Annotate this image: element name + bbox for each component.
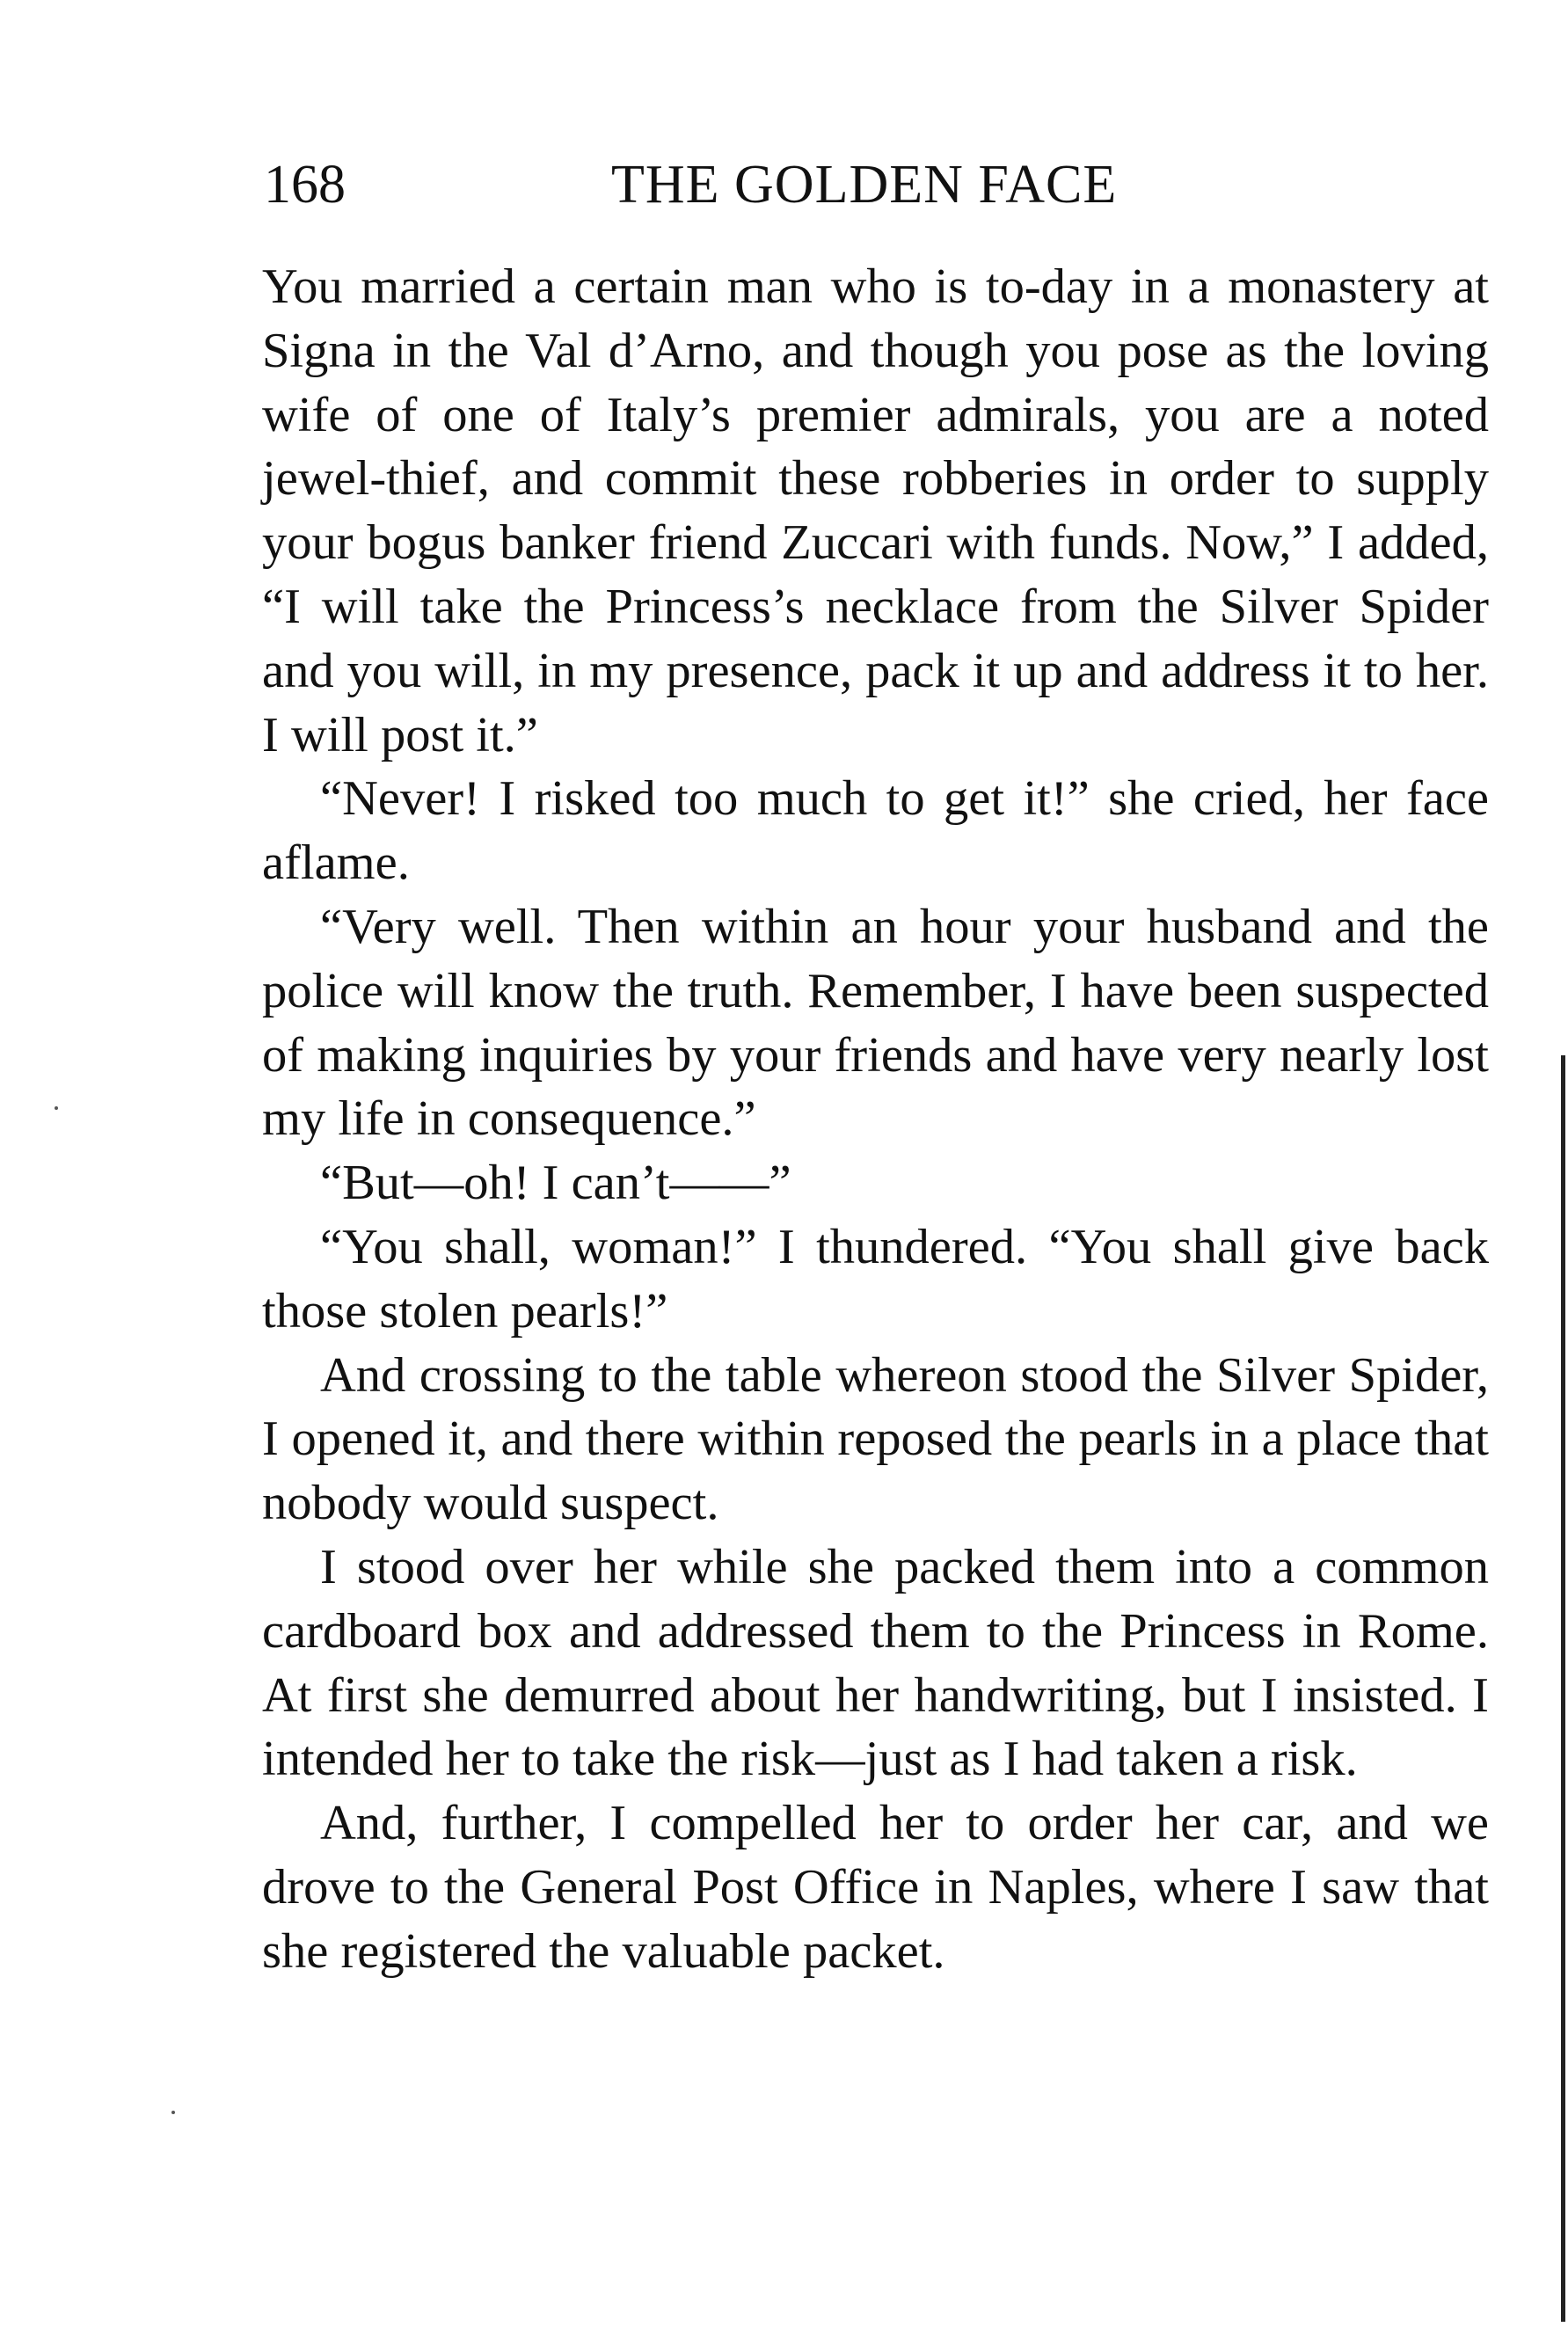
paragraph-6: And crossing to the table whereon stood the Silver Spider, I opened it, and there within reposed the pearls in a place that nobody would suspect. [262,1347,1489,1531]
paragraph-8: And, further, I compelled her to order her car, and we drove to the General Post Office in Naples, where I saw that she registered the valuable packet. [262,1796,1489,1979]
paragraph-2: “Never! I risked too much to get it!” she cried, her face aflame. [262,771,1489,891]
scan-speck [171,2111,175,2114]
paragraph-1: You married a certain man who is to-day in a monastery at Signa in the Val d’Arno, and though you pose as the loving wife of one of Italy’s premier admirals, you are a noted jewel-thief, and commit these robberies in order to supply your bogus banker friend Zuccari with funds. Now,” I added, “I will take the Princess’s necklace from the Silver Spider and you will, in my presence, pack it up and address it to her. I will post it.” [262,259,1489,762]
page-header [264,154,1486,233]
body-text [262,255,1489,1984]
running-head: THE GOLDEN FACE [611,155,1118,215]
page-edge-shadow [1561,1055,1565,2322]
paragraph-4: “But—oh! I can’t——” [320,1156,791,1211]
paragraph-5: “You shall, woman!” I thundered. “You shall give back those stolen pearls!” [262,1219,1489,1339]
scan-speck [55,1106,58,1110]
page-number: 168 [264,155,346,215]
paragraph-3: “Very well. Then within an hour your husband and the police will know the truth. Remember, I have been suspected of making inquiries by your friends and have very nearly lost my life in consequence.” [262,899,1489,1147]
paragraph-7: I stood over her while she packed them into a common cardboard box and addressed them to the Princess in Rome. At first she demurred about her handwriting, but I insisted. I intended her to take the risk—just as I had taken a risk. [262,1539,1489,1787]
